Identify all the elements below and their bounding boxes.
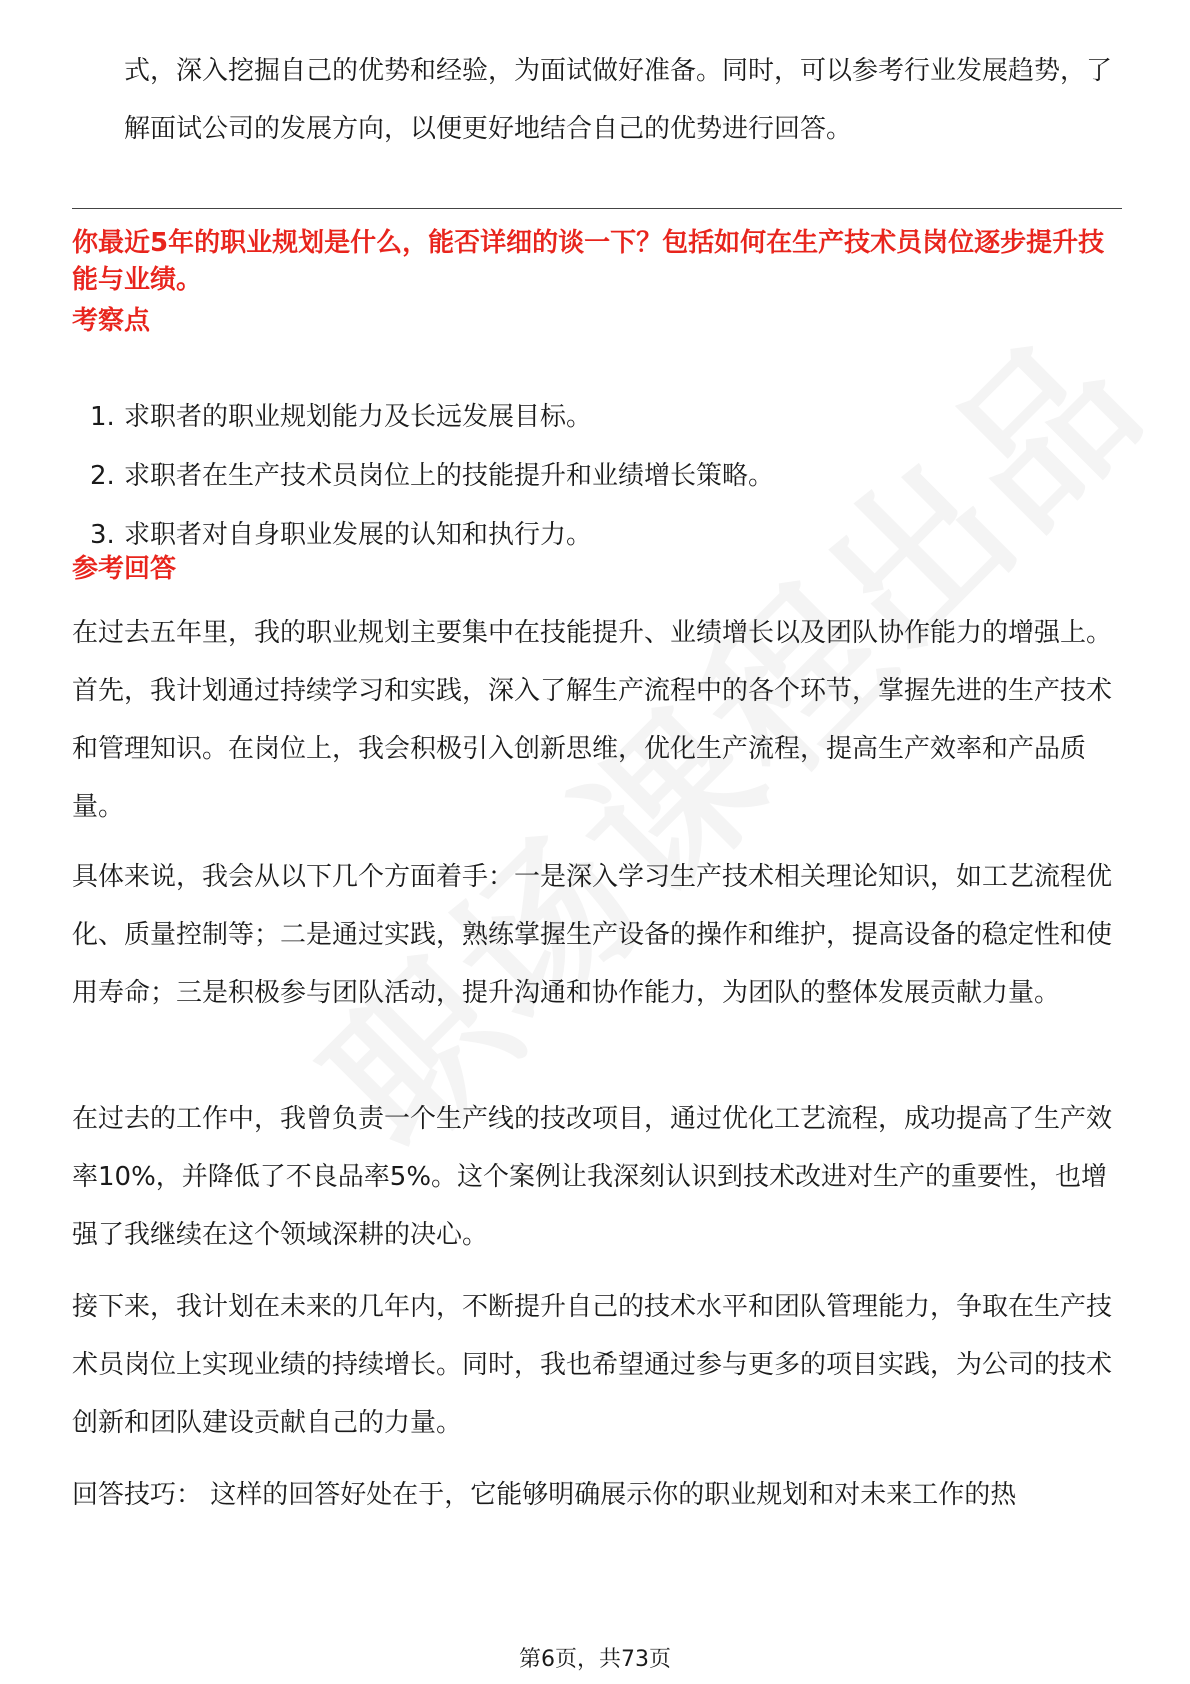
answer-tip-paragraph: 回答技巧： 这样的回答好处在于，它能够明确展示你的职业规划和对未来工作的热 bbox=[72, 1480, 1017, 1510]
list-item bbox=[72, 388, 1122, 447]
section-divider bbox=[72, 208, 1122, 209]
answer-paragraph: 在过去五年里，我的职业规划主要集中在技能提升、业绩增长以及团队协作能力的增强上。首先，我计划通过持续学习和实践，深入了解生产流程中的各个环节，掌握先进的生产技术和管理知识。在岗位上，我会积极引入创新思维，优化生产流程，提高生产效率和产品质量。 bbox=[72, 618, 1113, 822]
list-item-text: 求职者的职业规划能力及长远发展目标。 bbox=[124, 402, 593, 432]
list-item bbox=[72, 447, 1122, 506]
answer-section-title: 参考回答 bbox=[72, 554, 177, 584]
answer-paragraph: 接下来，我计划在未来的几年内，不断提升自己的技术水平和团队管理能力，争取在生产技术员岗位上实现业绩的持续增长。同时，我也希望通过参与更多的项目实践，为公司的技术创新和团队建设贡献自己的力量。 bbox=[72, 1292, 1113, 1438]
answer-paragraph: 具体来说，我会从以下几个方面着手：一是深入学习生产技术相关理论知识，如工艺流程优化、质量控制等；二是通过实践，熟练掌握生产设备的操作和维护，提高设备的稳定性和使用寿命；三是积极参与团队活动，提升沟通和协作能力，为团队的整体发展贡献力量。 bbox=[72, 862, 1113, 1008]
list-item-text: 求职者对自身职业发展的认知和执行力。 bbox=[124, 520, 593, 550]
list-item-number: 2. bbox=[90, 461, 115, 491]
lead-paragraph: 式，深入挖掘自己的优势和经验，为面试做好准备。同时，可以参考行业发展趋势，了解面试公司的发展方向，以便更好地结合自己的优势进行回答。 bbox=[124, 56, 1113, 144]
points-section-title: 考察点 bbox=[72, 306, 151, 336]
list-item-text: 求职者在生产技术员岗位上的技能提升和业绩增长策略。 bbox=[124, 461, 775, 491]
page-footer: 第6页，共73页 bbox=[519, 1647, 671, 1672]
question-heading: 你最近5年的职业规划是什么，能否详细的谈一下？包括如何在生产技术员岗位逐步提升技能与业绩。 bbox=[72, 228, 1105, 295]
list-item-number: 3. bbox=[90, 520, 115, 550]
list-item bbox=[72, 506, 1122, 565]
answer-paragraph: 在过去的工作中，我曾负责一个生产线的技改项目，通过优化工艺流程，成功提高了生产效率10%，并降低了不良品率5%。这个案例让我深刻认识到技术改进对生产的重要性，也增强了我继续在这个领域深耕的决心。 bbox=[72, 1104, 1113, 1250]
list-item-number: 1. bbox=[90, 402, 115, 432]
points-list bbox=[72, 388, 1122, 565]
